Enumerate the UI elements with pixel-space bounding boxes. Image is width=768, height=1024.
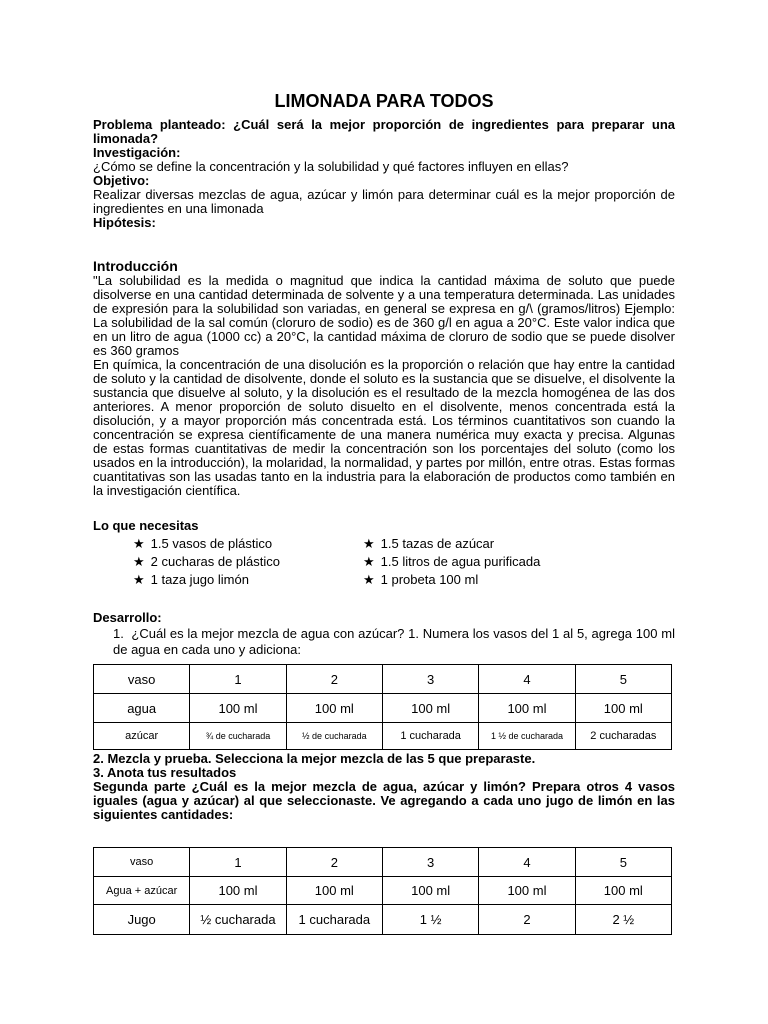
star-icon: ★: [133, 536, 145, 551]
document-title: LIMONADA PARA TODOS: [274, 91, 494, 111]
objective-label: Objetivo:: [93, 173, 150, 188]
materials-item: ★ 1.5 vasos de plástico: [133, 536, 273, 551]
introduction-paragraph-2: En química, la concentración de una disolución es la proporción o relación que hay entre la cantidad de soluto y la cantidad de disolvente, donde el soluto es la sustancia que se disuelve, el disolvente la sustancia que disuelve al soluto, y la disolución es el resultado de la mezcla homogénea de las dos anteriores. A menor proporción de soluto disuelto en el disolvente, menos concentrada está la disolución, y a mayor proporción más concentrada está. Los términos cuantitativos son cuando la concentración se expresa científicamente de una manera numérica muy exacta y precisa. Algunas de estas formas cuantitativas de medir la concentración son los porcentajes del soluto (como los usados en la introducción), la molaridad, la normalidad, y partes por millón, entre otras. Estas formas cuantitativas son las usadas tanto en la industria para la elaboración de productos como también en la investigación científica.: [93, 357, 675, 498]
table-row: vaso 1 2 3 4 5: [94, 848, 672, 877]
problem-statement: Problema planteado: ¿Cuál será la mejor proporción de ingredientes para preparar una limonada?: [93, 117, 675, 146]
table-row: vaso 1 2 3 4 5: [94, 665, 672, 694]
materials-heading: Lo que necesitas: [93, 518, 199, 533]
star-icon: ★: [363, 572, 375, 587]
star-icon: ★: [133, 554, 145, 569]
table-row: azúcar ¾ de cucharada ½ de cucharada 1 cucharada 1 ½ de cucharada 2 cucharadas: [94, 723, 672, 750]
introduction-paragraph-1: "La solubilidad es la medida o magnitud que indica la cantidad máxima de soluto que puede disolverse en una cantidad determinada de solvente y a una temperatura determinada. Las unidades de expresión para la solubilidad son variadas, en general se expresa en g/\ (gramos/litros) Ejemplo: La solubilidad de la sal común (cloruro de sodio) es de 360 g/l en agua a 20°C. Este valor indica que en un litro de agua (1000 cc) a 20°C, la cantidad máxima de cloruro de sodio que se puede disolver es 360 gramos: [93, 273, 675, 358]
materials-item: ★ 2 cucharas de plástico: [133, 554, 281, 569]
sugar-table: [93, 664, 672, 750]
materials-list: [133, 536, 675, 588]
second-part: Segunda parte ¿Cuál es la mejor mezcla de agua, azúcar y limón? Prepara otros 4 vasos iguales (agua y azúcar) al que seleccionaste. Ve agregando a cada uno jugo de limón en las siguientes cantidades:: [93, 779, 675, 822]
table-row: Jugo ½ cucharada 1 cucharada 1 ½ 2 2 ½: [94, 905, 672, 935]
development-step-1: 1. ¿Cuál es la mejor mezcla de agua con azúcar? 1. Numera los vasos del 1 al 5, agrega 100 ml de agua en cada uno y adiciona:: [113, 626, 675, 657]
hypothesis-label: Hipótesis:: [93, 215, 156, 230]
lemon-table: [93, 847, 672, 935]
star-icon: ★: [363, 554, 375, 569]
investigation-text: ¿Cómo se define la concentración y la solubilidad y qué factores influyen en ellas?: [93, 159, 569, 174]
step-3: 3. Anota tus resultados: [93, 765, 237, 780]
table-row: Agua + azúcar 100 ml 100 ml 100 ml 100 ml 100 ml: [94, 877, 672, 905]
table-row: agua 100 ml 100 ml 100 ml 100 ml 100 ml: [94, 694, 672, 723]
materials-item: ★ 1 probeta 100 ml: [363, 572, 479, 587]
investigation-label: Investigación:: [93, 145, 181, 160]
development-heading: Desarrollo:: [93, 610, 162, 625]
introduction-heading: Introducción: [93, 258, 178, 274]
star-icon: ★: [363, 536, 375, 551]
objective-text: Realizar diversas mezclas de agua, azúcar y limón para determinar cuál es la mejor proporción de ingredientes en una limonada: [93, 187, 675, 216]
materials-item: ★ 1 taza jugo limón: [133, 572, 249, 587]
materials-item: ★ 1.5 litros de agua purificada: [363, 554, 541, 569]
star-icon: ★: [133, 572, 145, 587]
step-2: 2. Mezcla y prueba. Selecciona la mejor mezcla de las 5 que preparaste.: [93, 751, 536, 766]
materials-item: ★ 1.5 tazas de azúcar: [363, 536, 495, 551]
